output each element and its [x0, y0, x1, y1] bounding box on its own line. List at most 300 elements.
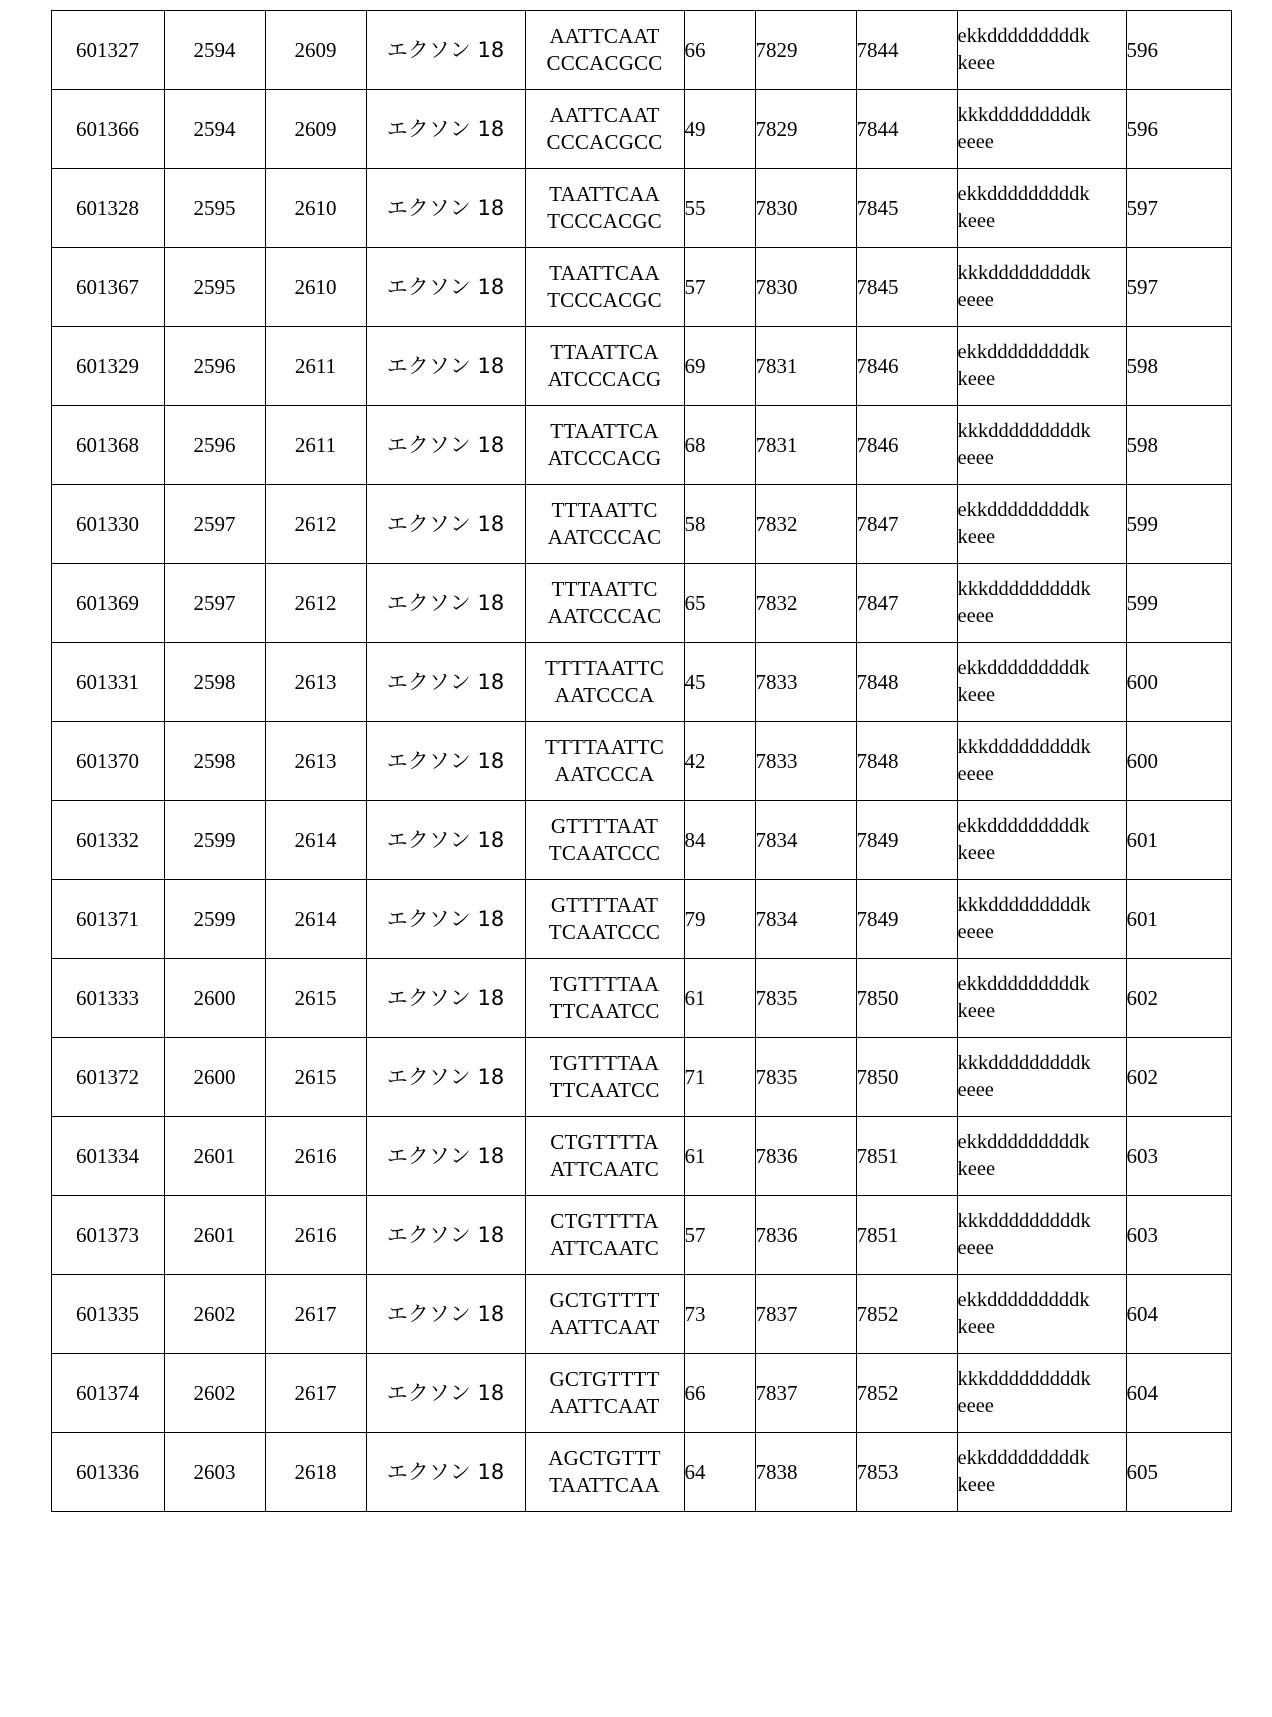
peptide-lines [958, 181, 1126, 234]
cell-end: 2612 [265, 564, 366, 643]
table-row [51, 1038, 1231, 1117]
dna-sequence-line-2: TTCAATCC [549, 1078, 660, 1102]
dna-sequence-lines [526, 102, 684, 156]
cell-peptide-start: 7835 [755, 1038, 856, 1117]
cell-id: 601372 [51, 1038, 164, 1117]
peptide-line-2: keee [957, 368, 996, 390]
cell-end: 2616 [265, 1117, 366, 1196]
peptide-line-1: kkkdddddddddk [957, 894, 1091, 917]
peptide-line-2: eeee [957, 1237, 994, 1259]
peptide-lines [958, 892, 1126, 945]
peptide-line-1: ekkdddddddddk [957, 25, 1090, 48]
cell-position: 604 [1126, 1275, 1231, 1354]
cell-score: 69 [684, 327, 755, 406]
table-row [51, 722, 1231, 801]
dna-sequence-lines [526, 23, 684, 77]
peptide-line-2: eeee [957, 447, 994, 469]
dna-sequence-lines [526, 971, 684, 1025]
dna-sequence-lines [526, 339, 684, 393]
cell-peptide-start: 7829 [755, 90, 856, 169]
cell-peptide-start: 7831 [755, 406, 856, 485]
peptide-lines [958, 339, 1126, 392]
cell-start: 2597 [164, 564, 265, 643]
peptide-lines [958, 1366, 1126, 1419]
cell-end: 2613 [265, 722, 366, 801]
cell-score: 58 [684, 485, 755, 564]
dna-sequence-lines [526, 576, 684, 630]
cell-peptide-start: 7829 [755, 11, 856, 90]
cell-peptide-end: 7846 [856, 406, 957, 485]
table-body [51, 11, 1231, 1512]
cell-peptide-start: 7832 [755, 485, 856, 564]
peptide-lines [958, 1208, 1126, 1261]
dna-sequence-lines [526, 892, 684, 946]
cell-dna-sequence [525, 1433, 684, 1512]
cell-id: 601331 [51, 643, 164, 722]
cell-id: 601366 [51, 90, 164, 169]
dna-sequence-line-2: ATCCCACG [547, 446, 662, 470]
cell-exon: エクソン 18 [366, 1275, 525, 1354]
cell-exon: エクソン 18 [366, 327, 525, 406]
dna-sequence-lines [526, 1129, 684, 1183]
cell-score: 55 [684, 169, 755, 248]
cell-exon: エクソン 18 [366, 880, 525, 959]
peptide-line-2: keee [957, 1158, 996, 1180]
peptide-lines [958, 102, 1126, 155]
cell-dna-sequence [525, 1275, 684, 1354]
cell-peptide-end: 7844 [856, 11, 957, 90]
cell-id: 601371 [51, 880, 164, 959]
peptide-lines [958, 971, 1126, 1024]
cell-exon: エクソン 18 [366, 1433, 525, 1512]
cell-position: 597 [1126, 169, 1231, 248]
dna-sequence-lines [526, 1287, 684, 1341]
table-row [51, 801, 1231, 880]
cell-score: 79 [684, 880, 755, 959]
cell-peptide [957, 406, 1126, 485]
dna-sequence-line-1: GTTTTAAT [550, 814, 659, 839]
cell-score: 65 [684, 564, 755, 643]
peptide-line-1: ekkdddddddddk [957, 341, 1090, 364]
dna-sequence-line-2: ATCCCACG [547, 367, 662, 391]
cell-peptide [957, 1038, 1126, 1117]
cell-peptide-start: 7837 [755, 1354, 856, 1433]
cell-id: 601332 [51, 801, 164, 880]
peptide-line-1: kkkdddddddddk [957, 736, 1091, 759]
dna-sequence-lines [526, 813, 684, 867]
cell-id: 601336 [51, 1433, 164, 1512]
cell-start: 2594 [164, 90, 265, 169]
cell-start: 2598 [164, 722, 265, 801]
peptide-lines [958, 1050, 1126, 1103]
cell-position: 604 [1126, 1354, 1231, 1433]
cell-peptide-end: 7844 [856, 90, 957, 169]
cell-dna-sequence [525, 169, 684, 248]
dna-sequence-line-2: TCCCACGC [547, 288, 662, 312]
dna-sequence-line-1: CTGTTTTA [550, 1130, 659, 1155]
cell-peptide-end: 7851 [856, 1117, 957, 1196]
dna-sequence-line-2: AATCCCAC [547, 604, 662, 628]
dna-sequence-lines [526, 181, 684, 235]
cell-peptide [957, 564, 1126, 643]
cell-exon: エクソン 18 [366, 90, 525, 169]
cell-score: 57 [684, 248, 755, 327]
cell-exon: エクソン 18 [366, 1354, 525, 1433]
peptide-line-1: kkkdddddddddk [957, 1052, 1091, 1075]
cell-start: 2599 [164, 801, 265, 880]
cell-end: 2610 [265, 169, 366, 248]
cell-end: 2609 [265, 90, 366, 169]
cell-id: 601327 [51, 11, 164, 90]
cell-score: 66 [684, 11, 755, 90]
peptide-lines [958, 497, 1126, 550]
table-row [51, 1354, 1231, 1433]
dna-sequence-line-1: TTTAATTC [551, 577, 658, 602]
cell-end: 2612 [265, 485, 366, 564]
dna-sequence-line-2: AATTCAAT [549, 1315, 660, 1339]
cell-score: 71 [684, 1038, 755, 1117]
dna-sequence-line-1: TTTAATTC [551, 498, 658, 523]
cell-peptide-start: 7835 [755, 959, 856, 1038]
cell-exon: エクソン 18 [366, 643, 525, 722]
cell-peptide [957, 1433, 1126, 1512]
cell-dna-sequence [525, 485, 684, 564]
cell-peptide-end: 7846 [856, 327, 957, 406]
cell-peptide-start: 7838 [755, 1433, 856, 1512]
peptide-line-2: eeee [957, 605, 994, 627]
dna-sequence-line-1: AGCTGTTT [548, 1446, 661, 1471]
table-row [51, 169, 1231, 248]
peptide-line-2: eeee [957, 921, 994, 943]
peptide-line-1: kkkdddddddddk [957, 104, 1091, 127]
cell-peptide [957, 1117, 1126, 1196]
cell-dna-sequence [525, 1354, 684, 1433]
cell-end: 2611 [265, 406, 366, 485]
table-row [51, 248, 1231, 327]
cell-id: 601374 [51, 1354, 164, 1433]
dna-sequence-lines [526, 418, 684, 472]
cell-exon: エクソン 18 [366, 564, 525, 643]
cell-peptide [957, 90, 1126, 169]
cell-start: 2601 [164, 1196, 265, 1275]
peptide-line-2: eeee [957, 289, 994, 311]
cell-peptide-end: 7850 [856, 1038, 957, 1117]
dna-sequence-line-2: ATTCAATC [550, 1157, 659, 1181]
peptide-line-1: kkkdddddddddk [957, 578, 1091, 601]
cell-exon: エクソン 18 [366, 722, 525, 801]
cell-peptide [957, 880, 1126, 959]
cell-position: 596 [1126, 90, 1231, 169]
peptide-line-2: keee [957, 842, 996, 864]
table-row [51, 1433, 1231, 1512]
cell-score: 68 [684, 406, 755, 485]
cell-end: 2609 [265, 11, 366, 90]
cell-peptide-end: 7853 [856, 1433, 957, 1512]
cell-id: 601370 [51, 722, 164, 801]
cell-end: 2617 [265, 1354, 366, 1433]
cell-exon: エクソン 18 [366, 1196, 525, 1275]
cell-dna-sequence [525, 801, 684, 880]
dna-sequence-lines [526, 497, 684, 551]
dna-sequence-lines [526, 1366, 684, 1420]
cell-end: 2613 [265, 643, 366, 722]
cell-end: 2618 [265, 1433, 366, 1512]
cell-position: 601 [1126, 801, 1231, 880]
cell-exon: エクソン 18 [366, 11, 525, 90]
table-row [51, 1117, 1231, 1196]
peptide-lines [958, 1287, 1126, 1340]
cell-exon: エクソン 18 [366, 801, 525, 880]
dna-sequence-line-1: TAATTCAA [549, 261, 660, 286]
cell-score: 57 [684, 1196, 755, 1275]
cell-score: 61 [684, 1117, 755, 1196]
table-row [51, 1275, 1231, 1354]
cell-peptide [957, 722, 1126, 801]
dna-sequence-line-1: TTTTAATTC [544, 656, 665, 681]
dna-sequence-line-1: AATTCAAT [549, 24, 660, 49]
peptide-line-1: ekkdddddddddk [957, 657, 1090, 680]
cell-position: 600 [1126, 722, 1231, 801]
cell-dna-sequence [525, 248, 684, 327]
cell-dna-sequence [525, 327, 684, 406]
cell-dna-sequence [525, 564, 684, 643]
cell-score: 66 [684, 1354, 755, 1433]
cell-start: 2601 [164, 1117, 265, 1196]
cell-id: 601330 [51, 485, 164, 564]
cell-peptide-end: 7845 [856, 169, 957, 248]
table-row [51, 643, 1231, 722]
peptide-line-1: ekkdddddddddk [957, 183, 1090, 206]
cell-id: 601329 [51, 327, 164, 406]
cell-dna-sequence [525, 1038, 684, 1117]
cell-dna-sequence [525, 880, 684, 959]
dna-sequence-line-2: AATCCCAC [547, 525, 662, 549]
peptide-line-2: keee [957, 1000, 996, 1022]
peptide-line-1: kkkdddddddddk [957, 1210, 1091, 1233]
dna-sequence-line-1: TTTTAATTC [544, 735, 665, 760]
cell-position: 601 [1126, 880, 1231, 959]
peptide-lines [958, 1445, 1126, 1498]
cell-id: 601373 [51, 1196, 164, 1275]
cell-exon: エクソン 18 [366, 248, 525, 327]
cell-start: 2602 [164, 1354, 265, 1433]
dna-sequence-line-1: TGTTTTAA [549, 972, 660, 997]
peptide-line-2: eeee [957, 763, 994, 785]
cell-score: 84 [684, 801, 755, 880]
peptide-line-1: kkkdddddddddk [957, 262, 1091, 285]
cell-peptide-start: 7837 [755, 1275, 856, 1354]
dna-sequence-line-1: TAATTCAA [549, 182, 660, 207]
dna-sequence-line-1: GCTGTTTT [549, 1288, 660, 1313]
cell-dna-sequence [525, 722, 684, 801]
cell-dna-sequence [525, 11, 684, 90]
cell-exon: エクソン 18 [366, 959, 525, 1038]
table-row [51, 564, 1231, 643]
cell-peptide-end: 7847 [856, 485, 957, 564]
cell-peptide [957, 11, 1126, 90]
cell-start: 2603 [164, 1433, 265, 1512]
peptide-line-1: ekkdddddddddk [957, 1289, 1090, 1312]
cell-score: 64 [684, 1433, 755, 1512]
dna-sequence-lines [526, 734, 684, 788]
dna-sequence-lines [526, 655, 684, 709]
peptide-line-2: keee [957, 1316, 996, 1338]
cell-start: 2597 [164, 485, 265, 564]
cell-start: 2598 [164, 643, 265, 722]
dna-sequence-line-2: AATCCCA [554, 683, 655, 707]
cell-id: 601333 [51, 959, 164, 1038]
cell-peptide-start: 7834 [755, 801, 856, 880]
peptide-line-1: ekkdddddddddk [957, 1131, 1090, 1154]
cell-peptide-start: 7832 [755, 564, 856, 643]
cell-peptide-start: 7833 [755, 643, 856, 722]
cell-peptide-end: 7848 [856, 722, 957, 801]
cell-end: 2614 [265, 880, 366, 959]
peptide-lines [958, 576, 1126, 629]
cell-peptide-start: 7830 [755, 169, 856, 248]
cell-start: 2595 [164, 248, 265, 327]
table-row [51, 880, 1231, 959]
cell-peptide [957, 1275, 1126, 1354]
cell-peptide [957, 1196, 1126, 1275]
peptide-line-2: keee [957, 526, 996, 548]
cell-score: 61 [684, 959, 755, 1038]
cell-peptide [957, 327, 1126, 406]
cell-peptide-start: 7831 [755, 327, 856, 406]
cell-peptide-start: 7830 [755, 248, 856, 327]
cell-peptide [957, 801, 1126, 880]
dna-sequence-line-1: AATTCAAT [549, 103, 660, 128]
dna-sequence-line-2: ATTCAATC [550, 1236, 659, 1260]
peptide-line-2: keee [957, 210, 996, 232]
cell-position: 603 [1126, 1117, 1231, 1196]
cell-position: 602 [1126, 1038, 1231, 1117]
cell-peptide [957, 485, 1126, 564]
cell-end: 2611 [265, 327, 366, 406]
cell-peptide-end: 7851 [856, 1196, 957, 1275]
cell-start: 2602 [164, 1275, 265, 1354]
peptide-lines [958, 260, 1126, 313]
cell-peptide-start: 7834 [755, 880, 856, 959]
dna-sequence-lines [526, 1050, 684, 1104]
table-row [51, 327, 1231, 406]
cell-id: 601335 [51, 1275, 164, 1354]
cell-start: 2595 [164, 169, 265, 248]
table-row [51, 11, 1231, 90]
cell-peptide-start: 7833 [755, 722, 856, 801]
peptide-lines [958, 655, 1126, 708]
cell-peptide-end: 7847 [856, 564, 957, 643]
cell-id: 601369 [51, 564, 164, 643]
dna-sequence-line-2: TAATTCAA [549, 1473, 660, 1497]
cell-position: 599 [1126, 485, 1231, 564]
dna-sequence-line-2: TCAATCCC [548, 841, 661, 865]
cell-peptide [957, 169, 1126, 248]
peptide-line-1: kkkdddddddddk [957, 1368, 1091, 1391]
dna-sequence-line-1: TTAATTCA [550, 419, 659, 444]
dna-sequence-line-2: TCAATCCC [548, 920, 661, 944]
cell-position: 598 [1126, 327, 1231, 406]
peptide-line-2: keee [957, 52, 996, 74]
dna-sequence-line-2: CCCACGCC [546, 130, 663, 154]
dna-sequence-line-2: TCCCACGC [547, 209, 662, 233]
cell-id: 601367 [51, 248, 164, 327]
table-row [51, 406, 1231, 485]
cell-score: 73 [684, 1275, 755, 1354]
cell-end: 2615 [265, 1038, 366, 1117]
cell-end: 2614 [265, 801, 366, 880]
cell-score: 49 [684, 90, 755, 169]
cell-peptide-start: 7836 [755, 1196, 856, 1275]
peptide-line-1: ekkdddddddddk [957, 815, 1090, 838]
cell-peptide-end: 7852 [856, 1275, 957, 1354]
cell-position: 596 [1126, 11, 1231, 90]
peptide-line-2: eeee [957, 1079, 994, 1101]
cell-id: 601328 [51, 169, 164, 248]
cell-peptide-end: 7848 [856, 643, 957, 722]
cell-peptide [957, 959, 1126, 1038]
peptide-lines [958, 1129, 1126, 1182]
peptide-line-1: ekkdddddddddk [957, 499, 1090, 522]
peptide-lines [958, 23, 1126, 76]
cell-peptide-end: 7849 [856, 880, 957, 959]
cell-end: 2610 [265, 248, 366, 327]
cell-exon: エクソン 18 [366, 485, 525, 564]
dna-sequence-line-1: GCTGTTTT [549, 1367, 660, 1392]
peptide-lines [958, 418, 1126, 471]
cell-exon: エクソン 18 [366, 1038, 525, 1117]
cell-score: 45 [684, 643, 755, 722]
peptide-lines [958, 813, 1126, 866]
cell-position: 605 [1126, 1433, 1231, 1512]
dna-sequence-lines [526, 260, 684, 314]
cell-start: 2599 [164, 880, 265, 959]
table-row [51, 1196, 1231, 1275]
cell-peptide-start: 7836 [755, 1117, 856, 1196]
cell-exon: エクソン 18 [366, 169, 525, 248]
peptide-line-1: kkkdddddddddk [957, 420, 1091, 443]
cell-start: 2596 [164, 327, 265, 406]
cell-position: 600 [1126, 643, 1231, 722]
dna-sequence-lines [526, 1208, 684, 1262]
cell-start: 2600 [164, 959, 265, 1038]
cell-start: 2600 [164, 1038, 265, 1117]
cell-dna-sequence [525, 406, 684, 485]
dna-sequence-line-2: TTCAATCC [549, 999, 660, 1023]
peptide-line-1: ekkdddddddddk [957, 1447, 1090, 1470]
peptide-line-2: eeee [957, 1395, 994, 1417]
dna-sequence-line-2: AATCCCA [554, 762, 655, 786]
dna-sequence-line-1: TTAATTCA [550, 340, 659, 365]
peptide-line-2: eeee [957, 131, 994, 153]
cell-peptide [957, 1354, 1126, 1433]
cell-dna-sequence [525, 643, 684, 722]
cell-id: 601368 [51, 406, 164, 485]
cell-peptide-end: 7852 [856, 1354, 957, 1433]
dna-sequence-lines [526, 1445, 684, 1499]
cell-position: 597 [1126, 248, 1231, 327]
cell-position: 598 [1126, 406, 1231, 485]
cell-end: 2615 [265, 959, 366, 1038]
cell-dna-sequence [525, 959, 684, 1038]
cell-position: 602 [1126, 959, 1231, 1038]
dna-sequence-line-2: AATTCAAT [549, 1394, 660, 1418]
cell-end: 2616 [265, 1196, 366, 1275]
sequence-table [51, 10, 1232, 1512]
dna-sequence-line-2: CCCACGCC [546, 51, 663, 75]
cell-score: 42 [684, 722, 755, 801]
table-row [51, 485, 1231, 564]
